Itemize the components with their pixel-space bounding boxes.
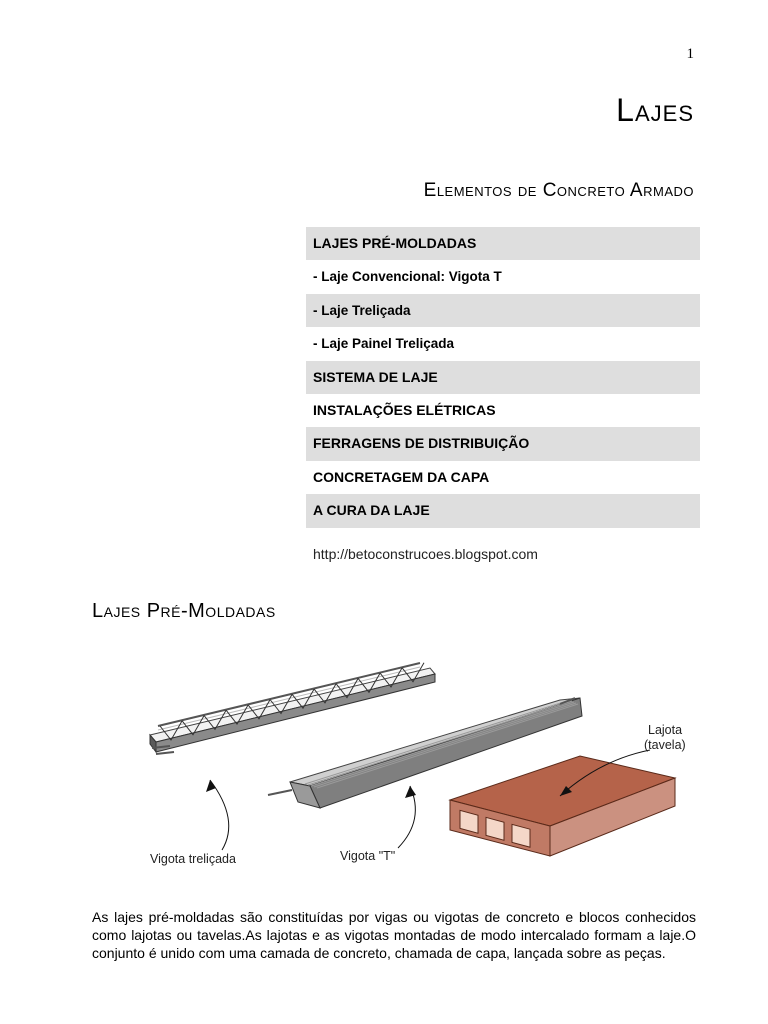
document-subtitle: Elementos de Concreto Armado [423,180,694,201]
document-title: Lajes [616,92,694,128]
lajota-drawing [450,756,675,856]
intro-paragraph: As lajes pré-moldadas são constituídas por vigas ou vigotas de concreto e blocos conhecidos como lajotas ou tavelas.As lajotas e as vigotas montadas de modo intercalado formam a laje.O conjunto é unido com uma camada de concreto, chamada de capa, lançada sobre as peças. [92,909,696,961]
toc-item: SISTEMA DE LAJE [306,361,700,394]
toc-item: - Laje Painel Treliçada [313,336,455,352]
slab-components-figure [130,660,710,875]
label-lajota: Lajota [648,723,683,737]
table-of-contents [306,227,700,528]
toc-item: - Laje Convencional: Vigota T [313,269,502,285]
toc-item: A CURA DA LAJE [306,494,700,527]
label-vigota-t: Vigota "T" [340,849,396,863]
toc-item: - Laje Treliçada [306,294,700,327]
page-number: 1 [686,46,694,62]
section-heading: Lajes Pré-Moldadas [92,600,276,622]
toc-item: LAJES PRÉ-MOLDADAS [306,227,700,260]
label-vigota-trelicada: Vigota treliçada [150,852,236,866]
blog-url[interactable]: http://betoconstrucoes.blogspot.com [313,546,538,562]
toc-item: INSTALAÇÕES ELÉTRICAS [313,401,496,418]
toc-item: CONCRETAGEM DA CAPA [313,468,490,485]
label-tavela: (tavela) [644,738,686,752]
slab-illustration [130,660,710,875]
vigota-trelicada-drawing [150,663,435,754]
toc-item: FERRAGENS DE DISTRIBUIÇÃO [306,427,700,460]
